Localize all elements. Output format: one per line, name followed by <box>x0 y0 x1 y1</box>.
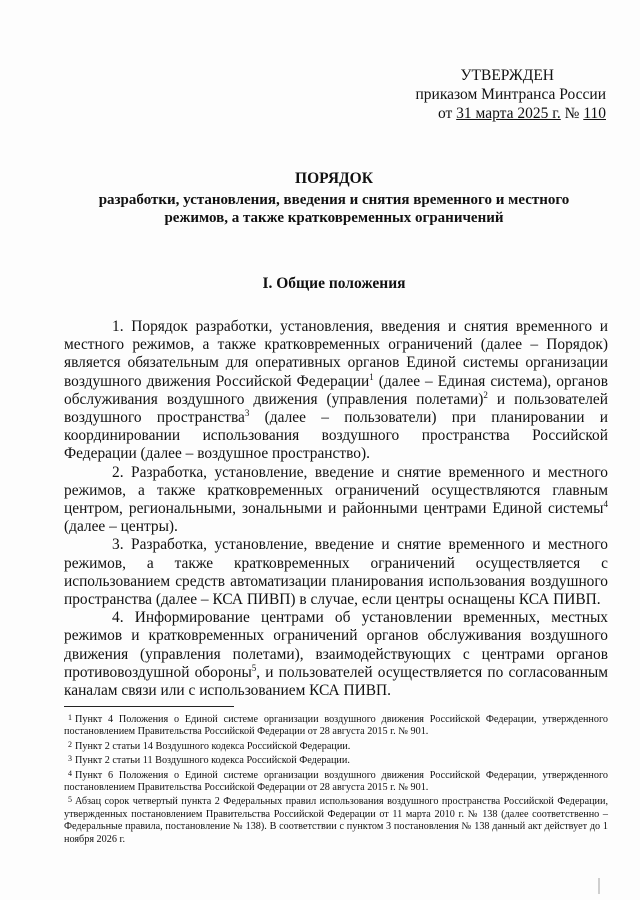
footnote-1-text: Пункт 4 Положения о Единой системе организации воздушного движения Российской Федерации, утвержденного постановлением Правительства Российской Федерации от 28 августа 2015 г. № 901. <box>64 714 608 738</box>
footnote-3-number: 3 <box>68 754 72 764</box>
footnote-ref-4: 4 <box>603 498 608 509</box>
paragraph-1-part-c: и пользователей воздушного пространства <box>64 390 608 427</box>
approval-date-line <box>416 104 607 123</box>
title-main: ПОРЯДОК <box>295 170 373 187</box>
footnote-ref-3: 3 <box>244 407 250 418</box>
approval-date: 31 марта 2025 г. <box>456 105 561 122</box>
title-subtitle-line1: разработки, установления, введения и снятия временного и местного <box>98 192 570 208</box>
footnote-ref-1: 1 <box>369 371 374 382</box>
paragraph-4 <box>64 609 608 700</box>
footnote-1 <box>64 712 608 739</box>
paragraph-3: 3. Разработка, установление, введение и снятие временного и местного режимов, а также кратковременных ограничений осуществляется с использованием средств автоматизации планирования использования воздушного пространства (далее – КСА ПИВП) в случае, если центры оснащены КСА ПИВП. <box>64 536 608 609</box>
approval-number: 110 <box>583 105 606 122</box>
footnote-2-number: 2 <box>68 739 72 749</box>
footnote-2-text: Пункт 2 статьи 14 Воздушного кодекса Российской Федерации. <box>75 740 351 752</box>
footnote-5-text: Абзац сорок четвертый пункта 2 Федеральных правил использования воздушного пространства Российской Федерации, утвержденных постановлением Правительства Российской Федерации от 11 марта 2010 г. № 138 (далее соответственно – Федеральные правила, постановление № 138). В соответствии с пунктом 3 постановления № 138 данный акт действует до 1 ноября 2026 г. <box>64 796 608 845</box>
approval-order-line: приказом Минтранса России <box>415 86 606 103</box>
paragraph-1-part-b: (далее – Единая система), органов обслуживания воздушного движения (управления полетами) <box>64 372 608 408</box>
footnote-1-number: 1 <box>68 713 72 722</box>
footnote-2 <box>64 739 608 753</box>
approval-date-prefix: от <box>437 105 457 122</box>
paragraph-1 <box>64 318 608 464</box>
footnotes <box>64 712 608 846</box>
approval-stamp <box>416 66 607 123</box>
paragraph-1-part-d: (далее – пользователи) при планировании и координировании использования воздушного пространства Российской Федерации (далее – воздушное пространство). <box>64 409 608 463</box>
footnote-4-text: Пункт 6 Положения о Единой системе организации воздушного движения Российской Федерации, утвержденного постановлением Правительства Российской Федерации от 28 августа 2015 г. № 901. <box>64 769 608 794</box>
footnote-ref-5: 5 <box>251 662 257 673</box>
footnote-5-number: 5 <box>68 795 72 805</box>
body-text <box>64 318 608 700</box>
approval-number-sign: № <box>560 105 584 122</box>
scan-artifact <box>598 878 600 894</box>
footnote-3-text: Пункт 2 статьи 11 Воздушного кодекса Российской Федерации. <box>75 755 350 767</box>
section-heading: I. Общие положения <box>262 275 406 292</box>
approval-title: УТВЕРЖДЕН <box>460 67 554 84</box>
paragraph-4-part-b: , и пользователей осуществляется по согласованным каналам связи или с использованием КСА ПИВП. <box>64 663 609 700</box>
paragraph-4-part-a: 4. Информирование центрами об установлении временных, местных режимов и кратковременных ограничений органов обслуживания воздушного движения (управления полетами), взаимодействующих с центрами органов противовоздушной обороны <box>64 609 608 681</box>
document-title <box>60 170 608 227</box>
footnote-ref-2: 2 <box>483 389 488 400</box>
footnote-5 <box>64 794 608 846</box>
footnote-4 <box>64 768 608 795</box>
footnote-3 <box>64 753 608 767</box>
paragraph-2-part-b: (далее – центры). <box>64 518 178 536</box>
footnote-separator <box>64 706 234 707</box>
paragraph-1-part-a: 1. Порядок разработки, установления, введения и снятия временного и местного режимов, а также кратковременных ограничений (далее – Порядок) является обязательным для оперативных органов Единой системы организации воздушного движения Российской Федерации <box>64 318 608 390</box>
title-subtitle-line2: режимов, а также кратковременных ограничений <box>164 210 504 226</box>
footnote-4-number: 4 <box>68 768 72 778</box>
paragraph-2 <box>64 464 608 537</box>
paragraph-2-part-a: 2. Разработка, установление, введение и снятие временного и местного режимов, а также кратковременных ограничений осуществляются главным центром, региональными, зональными и районными центрами Единой системы <box>64 463 608 518</box>
